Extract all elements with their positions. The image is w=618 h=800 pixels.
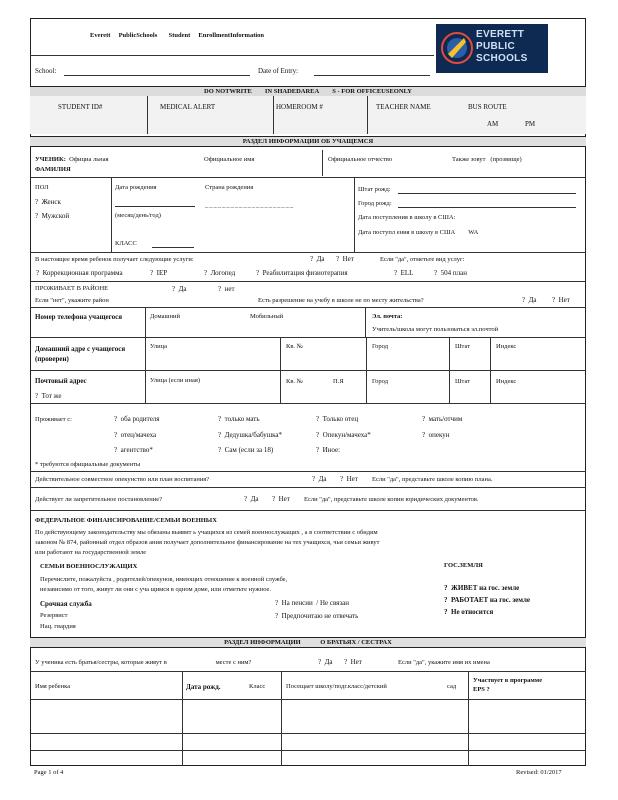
custody-yes[interactable]: ? Да — [312, 475, 327, 483]
gender-female-option[interactable]: ? Женск — [35, 198, 61, 206]
family-name-label: ФАМИЛИЯ — [35, 166, 71, 173]
restraining-question: Действует ли запретительное постановление? — [35, 496, 163, 503]
first-name-label: Официальное имя — [204, 156, 255, 163]
restraining-note: Если "да", представьте школе копии юридических документов. — [304, 496, 479, 503]
mobile-phone-label: Мобильный — [250, 313, 284, 320]
sibling-sad-header: сад — [447, 683, 457, 690]
lives-with-label: Проживает с: — [35, 416, 72, 423]
school-seal-icon — [440, 28, 474, 68]
mail-address-label: Почтовый адрес — [35, 377, 87, 385]
federal-land-na[interactable]: ? Не относится — [444, 608, 494, 616]
gender-male-option[interactable]: ? Мужской — [35, 212, 70, 220]
school-label: School: — [35, 67, 57, 75]
sibling-row-1[interactable] — [36, 704, 176, 730]
military-title: СЕМЬИ ВОЕННОСЛУЖАЩИХ — [40, 563, 138, 570]
district-label: ПРОЖИВАЕТ В РАЙОНЕ — [35, 285, 109, 292]
district-yes[interactable]: ? Да — [172, 285, 187, 293]
lives-father-stepmother[interactable]: ? отец/мачеха — [114, 431, 157, 439]
mail-street-label: Улица (если иная) — [150, 377, 201, 384]
services-yes[interactable]: ? Да — [310, 255, 325, 263]
email-label: Эл. почта: — [372, 313, 403, 320]
federal-land-work[interactable]: ? РАБОТАЕТ на гос. земле — [444, 596, 531, 604]
birth-state-label: Штат рожд: — [358, 186, 391, 193]
military-text-1: Перечислите, пожалуйста , родителей/опекунов, имеющих отношение к военной службе, — [40, 576, 288, 583]
email-note: Учитель/школа могут пользоваться эл.почтой — [372, 326, 499, 333]
mail-state-label: Штат — [455, 378, 471, 385]
lives-guardian-stepmother[interactable]: ? Опекун/мачеха* — [316, 431, 371, 439]
patronymic-label: Официальное отчество — [328, 156, 393, 163]
federal-text-3: или работают на государственной земле — [35, 549, 147, 556]
birth-state-field[interactable] — [398, 193, 576, 194]
service-504[interactable]: ? 504 план — [434, 269, 467, 277]
siblings-question: У ученика есть братья/сестры, которые живут в месте с ним? — [35, 659, 252, 666]
sibling-school-header: Посещает школу/подг.класс/детский — [286, 683, 387, 690]
wa-entry-label: Дата поступл ения в школу в США WA — [358, 229, 479, 236]
custody-question: Действительное совместное опекунство или план воспитания? — [35, 476, 210, 483]
page-number: Page 1 of 4 — [34, 769, 64, 776]
service-iep[interactable]: ? IEP — [150, 269, 168, 277]
dob-field[interactable] — [115, 206, 195, 207]
teacher-name-label: TEACHER NAME — [376, 103, 431, 111]
date-entry-label: Date of Entry: — [258, 67, 299, 75]
transfer-permission: Есть разрешение на учебу в школе не по месту жительства? — [258, 297, 424, 304]
dob-format: (месяц/день/год) — [115, 212, 161, 219]
homeroom-label: HOMEROOM # — [276, 103, 323, 111]
federal-text-2: законом № 874, районный отдел образов ания получает дополнительное финансирование на тех учащихся, чьи семьи живут — [35, 539, 380, 546]
us-entry-label: Дата поступления в школу в США: — [358, 214, 456, 221]
federal-land-title: ГОС.ЗЕМЛЯ — [444, 562, 483, 569]
section-student-info: РАЗДЕЛ ИНФОРМАЦИИ ОБ УЧАЩЕМСЯ — [30, 136, 586, 147]
mail-zip-label: Индекс — [496, 378, 517, 385]
birth-city-field[interactable] — [398, 207, 576, 208]
sibling-grade-header: Класс — [249, 683, 266, 690]
office-use-row — [30, 96, 586, 134]
military-text-2: независимо от того, живут ли они с уча щимся в одном доме, или отметьте нужное. — [40, 586, 272, 593]
federal-text-1: По действующему законодательству мы обязаны выявит ь учащихся из семей военнослужащих , а в соответствии с обидим — [35, 529, 378, 536]
pm-label: PM — [525, 120, 536, 128]
military-retired[interactable]: ? На пенсии / Не связан — [275, 599, 350, 607]
school-field[interactable] — [64, 75, 250, 76]
home-apt-label: Кв. № — [286, 343, 303, 350]
student-id-label: STUDENT ID# — [58, 103, 103, 111]
sibling-name-header: Имя ребенка — [35, 683, 71, 690]
service-correction[interactable]: ? Коррекционная программа — [36, 269, 123, 277]
am-label: AM — [487, 120, 499, 128]
home-address-label: Домашний адре с учащегося (проверен) — [35, 345, 126, 363]
lives-grandparents[interactable]: ? Дедушка/бабушка* — [218, 431, 283, 439]
military-guard: Нац. гвардия — [40, 623, 76, 630]
grade-label: КЛАСС — [115, 240, 137, 247]
siblings-no[interactable]: ? Нет — [344, 658, 362, 666]
revised-date: Revised: 01/2017 — [516, 769, 562, 776]
sibling-row-2[interactable] — [36, 736, 176, 748]
restraining-yes[interactable]: ? Да — [244, 495, 259, 503]
mail-apt-label: Кв. № — [286, 378, 303, 385]
military-reserve: Резервист — [40, 612, 68, 619]
federal-land-live[interactable]: ? ЖИВЕТ на гос. земле — [444, 584, 520, 592]
custody-no[interactable]: ? Нет — [340, 475, 358, 483]
service-physio[interactable]: ? Реабилитация физиотерапия — [256, 269, 348, 277]
student-name-row: УЧЕНИК: Официа льная — [35, 156, 109, 163]
home-phone-label: Домашний — [150, 313, 180, 320]
lives-mother-stepfather[interactable]: ? мать/отчим — [422, 415, 463, 423]
form-title: Everett PublicSchools Student EnrollmentInformation — [90, 32, 265, 39]
lives-self[interactable]: ? Сам (если за 18) — [218, 446, 274, 454]
grade-field[interactable] — [152, 247, 194, 248]
siblings-note: Если "да", укажите имя их имена — [398, 659, 490, 666]
home-street-label: Улица — [150, 343, 167, 350]
transfer-no[interactable]: ? Нет — [552, 296, 570, 304]
lives-mother[interactable]: ? только мать — [218, 415, 260, 423]
service-speech[interactable]: ? Логопед — [204, 269, 236, 277]
medical-alert-label: MEDICAL ALERT — [160, 103, 216, 111]
gender-label: ПОЛ — [35, 184, 49, 191]
home-state-label: Штат — [455, 343, 471, 350]
lives-both-parents[interactable]: ? оба родителя — [114, 415, 160, 423]
home-zip-label: Индекс — [496, 343, 517, 350]
services-no[interactable]: ? Нет — [336, 255, 354, 263]
military-active: Срочная служба — [40, 600, 92, 608]
birth-country-field[interactable]: _____________________ — [205, 202, 295, 209]
federal-title: ФЕДЕРАЛЬНОЕ ФИНАНСИРОВАНИЕ/СЕМЬИ ВОЕННЫХ — [35, 517, 217, 524]
lives-agency[interactable]: ? агентство* — [114, 446, 153, 454]
also-known-label: Также зовут (прозвище) — [452, 156, 522, 163]
phone-label: Номер телефона учащегося — [35, 313, 122, 321]
transfer-yes[interactable]: ? Да — [522, 296, 537, 304]
siblings-yes[interactable]: ? Да — [318, 658, 333, 666]
dob-label: Дата рождения — [115, 184, 157, 191]
birth-city-label: Город рожд: — [358, 200, 392, 207]
restraining-no[interactable]: ? Нет — [272, 495, 290, 503]
services-if-yes: Если "да", отметьте вид услуг: — [380, 256, 465, 263]
mail-po-label: П.Я — [333, 378, 344, 385]
district-no[interactable]: ? нет — [218, 285, 235, 293]
office-use-strip: DO NOTWRITE IN SHADEDAREA S - FOR OFFICEUSEONLY — [30, 86, 586, 97]
section-siblings: РАЗДЕЛ ИНФОРМАЦИИ О БРАТЬЯХ / СЕСТРАХ — [30, 637, 586, 648]
sibling-eps-header: Участвует в программе EPS ? — [473, 677, 543, 693]
lives-father[interactable]: ? Только отец — [316, 415, 359, 423]
lives-with-note: * требуются официальные документы — [35, 461, 141, 468]
lives-other[interactable]: ? Иное: — [316, 446, 341, 454]
district-logo: EVERETT PUBLIC SCHOOLS — [436, 24, 548, 73]
service-ell[interactable]: ? ELL — [394, 269, 414, 277]
date-entry-field[interactable] — [314, 75, 430, 76]
custody-note: Если "да", представьте школе копию плана. — [372, 476, 493, 483]
military-prefer-not[interactable]: ? Предпочитаю не отвечать — [275, 612, 359, 620]
district-if-no: Если "нет", укажите район — [35, 297, 109, 304]
lives-guardian[interactable]: ? опекун — [422, 431, 450, 439]
sibling-row-3[interactable] — [36, 752, 176, 764]
mail-same-option[interactable]: ? Тот же — [35, 392, 62, 400]
mail-city-label: Город — [372, 378, 389, 385]
birth-country-label: Страна рождения — [205, 184, 254, 191]
bus-route-label: BUS ROUTE — [468, 103, 507, 111]
services-question: В настоящее время ребенок получает следующие услуги: — [35, 256, 194, 263]
sibling-dob-header: Дата рожд. — [186, 683, 221, 691]
home-city-label: Город — [372, 343, 389, 350]
